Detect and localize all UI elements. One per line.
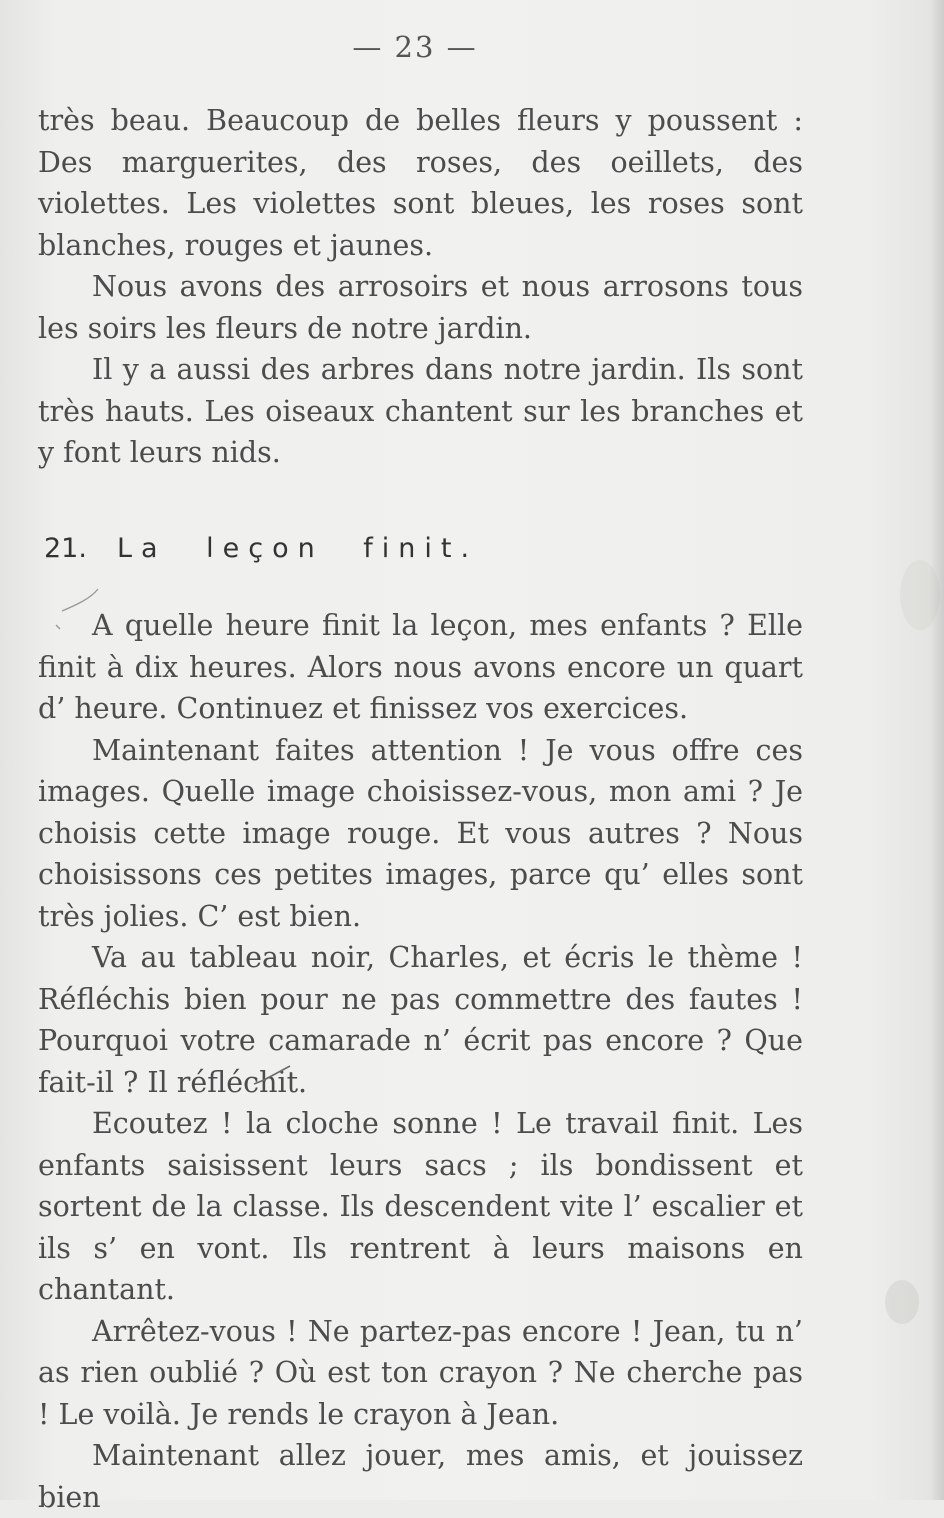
paragraph: A quelle heure finit la leçon, mes enfants ? Elle finit à dix heures. Alors nous avons encore un quart d’ heure. Continuez et finissez vos exercices. (38, 609, 803, 725)
paragraph: Ecoutez ! la cloche sonne ! Le travail finit. Les enfants saisissent leurs sacs ; ils bondissent et sortent de la classe. Ils descendent vite l’ escalier et ils s’ en vont. Ils rentrent à leurs maisons en chantant. (38, 1107, 803, 1306)
paragraph: Maintenant faites attention ! Je vous offre ces images. Quelle image choisissez-vous, mon ami ? Je choisis cette image rouge. Et vous autres ? Nous choisissons ces petites images, parce qu’ elles sont très jolies. C’ est bien. (38, 733, 803, 933)
paragraph: Maintenant allez jouer, mes amis, et jouissez bien (38, 1439, 803, 1514)
paragraph: très beau. Beaucoup de belles fleurs y poussent : Des marguerites, des roses, des oeillets, des violettes. Les violettes sont bleues, les roses sont blanches, rouges et jaunes. (38, 104, 803, 262)
section-21-text (38, 605, 803, 1518)
paragraph: Nous avons des arrosoirs et nous arrosons tous les soirs les fleurs de notre jardin. (38, 270, 803, 345)
paper-stain (900, 560, 940, 630)
page-spine-shadow (930, 0, 944, 1500)
section-number: 21. (44, 533, 87, 564)
section-heading (44, 533, 478, 564)
section-title: La leçon finit. (116, 533, 479, 564)
paragraph: Arrêtez-vous ! Ne partez-pas encore ! Jean, tu n’ as rien oublié ? Où est ton crayon ? Ne cherche pas ! Le voilà. Je rends le crayon à Jean. (38, 1314, 803, 1431)
continued-section-text (38, 100, 803, 474)
paper-stain (885, 1280, 919, 1324)
paragraph: Il y a aussi des arbres dans notre jardin. Ils sont très hauts. Les oiseaux chantent sur les branches et y font leurs nids. (38, 353, 803, 469)
page-number: — 23 — (352, 30, 478, 64)
paragraph: Va au tableau noir, Charles, et écris le thème ! Réfléchis bien pour ne pas commettre des fautes ! Pourquoi votre camarade n’ écrit pas encore ? Que fait-il ? Il réfléchit. (38, 941, 803, 1099)
